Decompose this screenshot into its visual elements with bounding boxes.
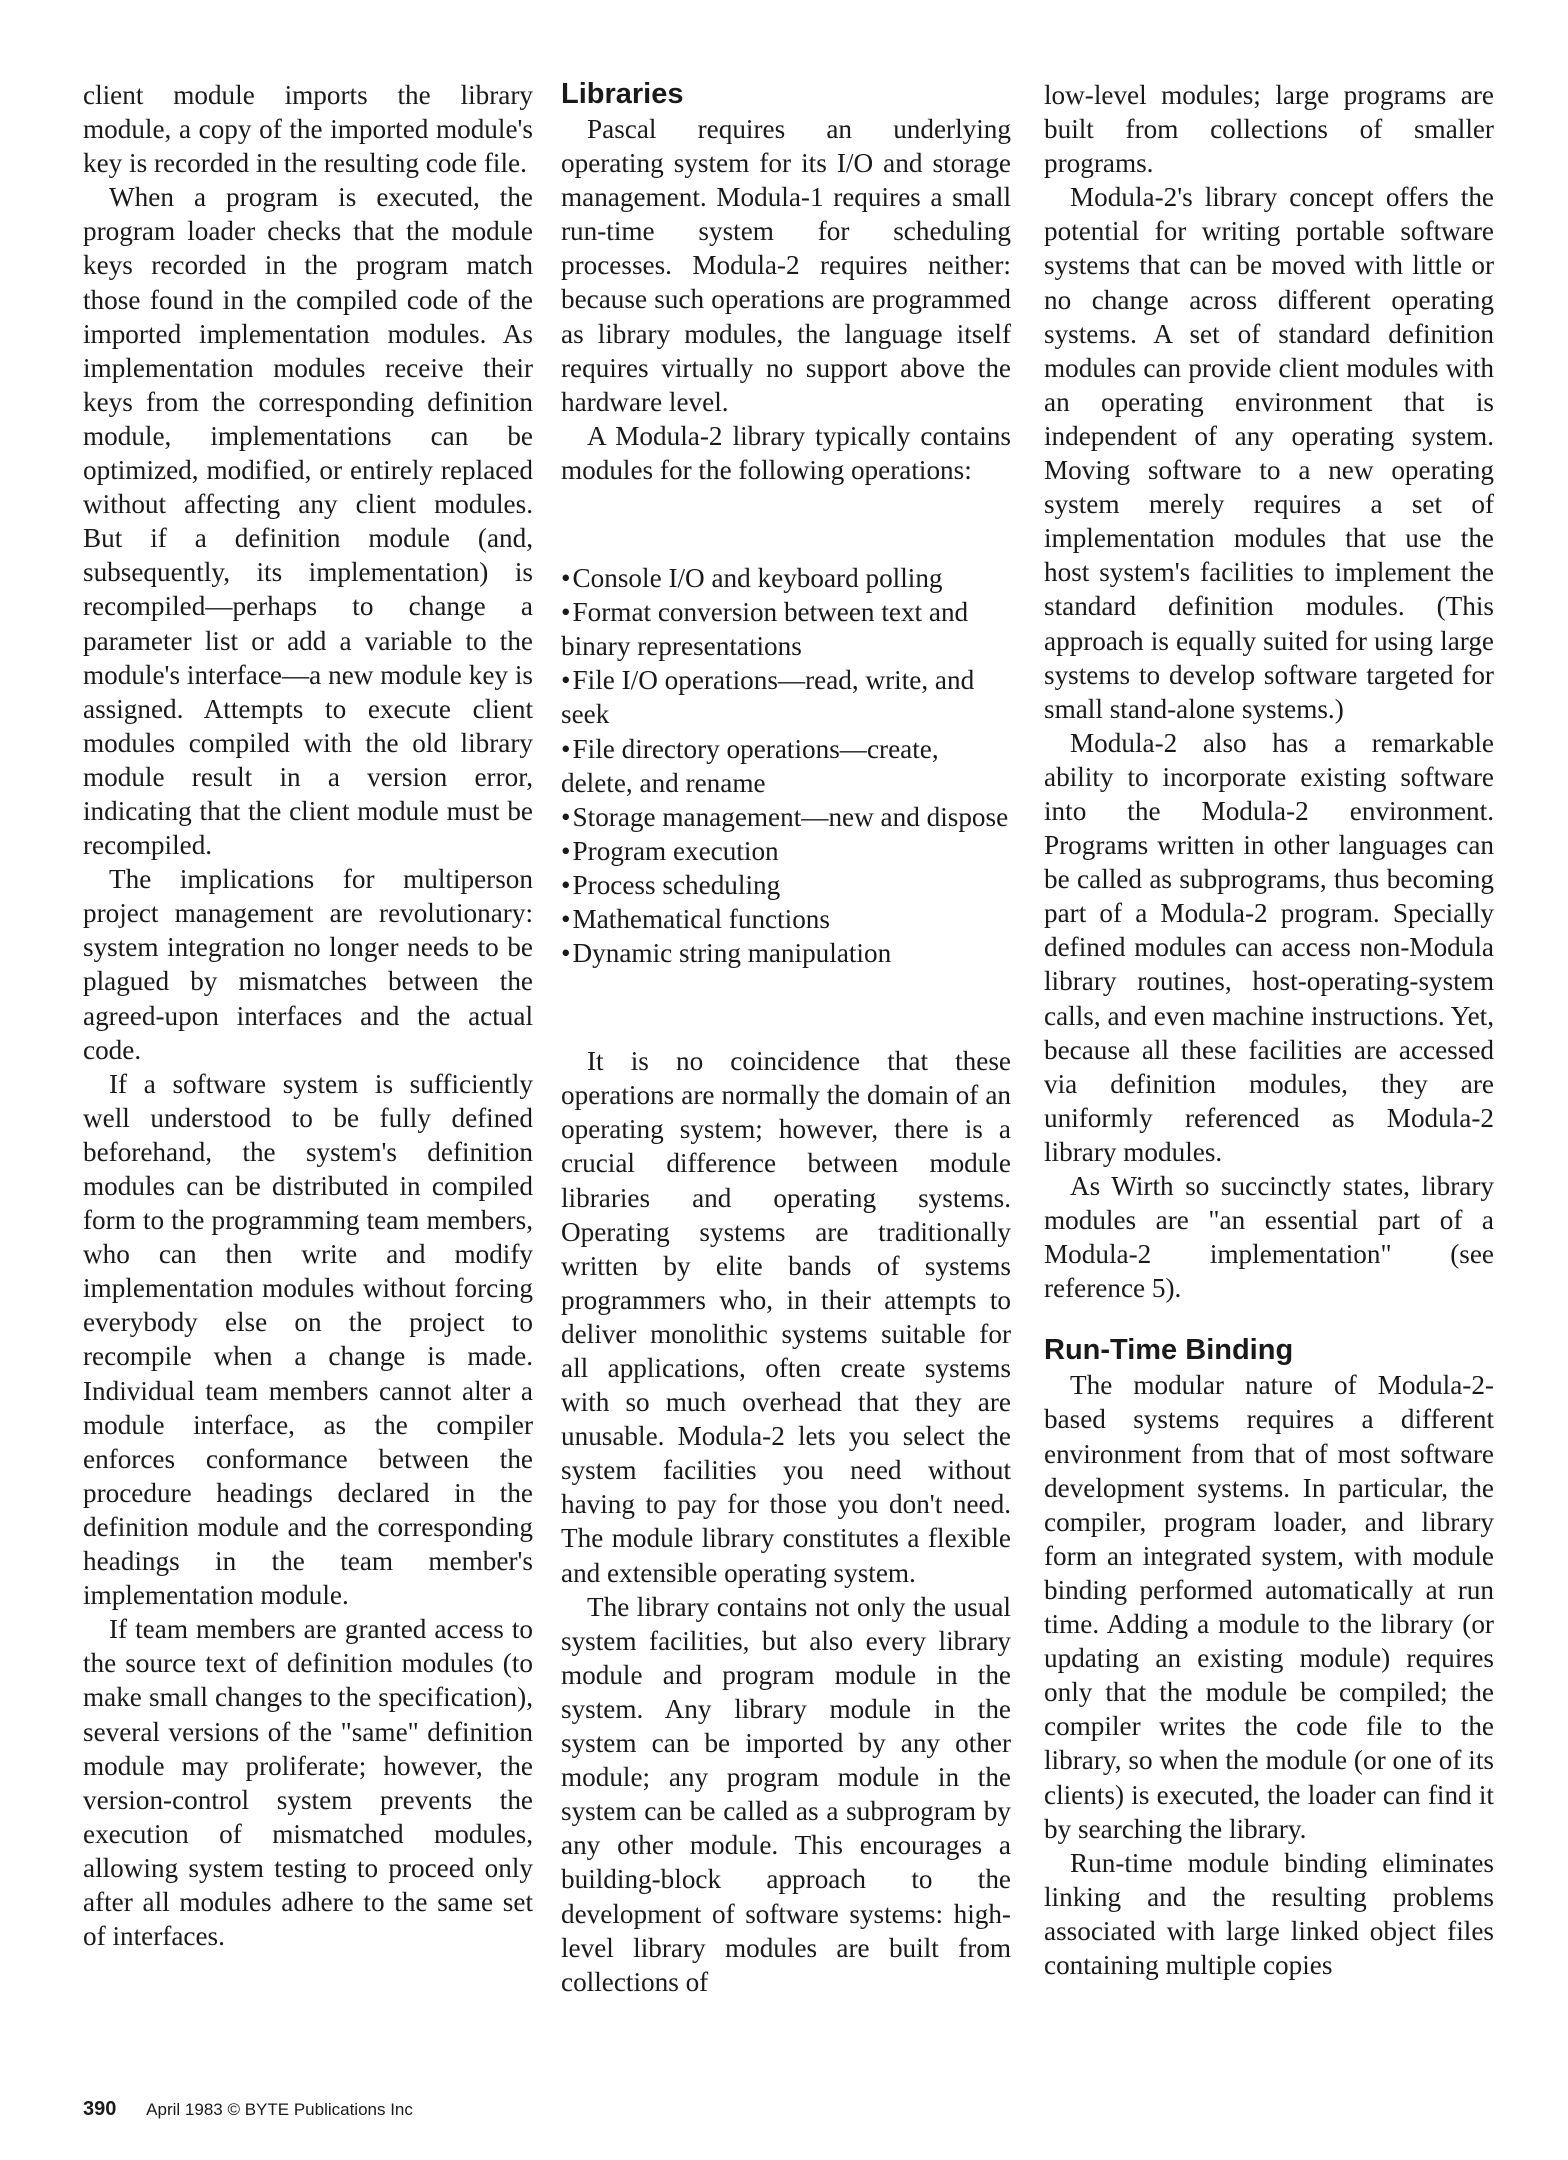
issue-credit: April 1983 © BYTE Publications Inc: [146, 2100, 413, 2119]
paragraph: client module imports the library module, a copy of the imported module's key is recorded in the resulting code file.: [83, 80, 533, 179]
section-heading-run-time-binding: Run-Time Binding: [1044, 1334, 1294, 1367]
list-item: • Program execution: [561, 834, 1011, 868]
paragraph: It is no coincidence that these operations are normally the domain of an operating system; however, there is a crucial difference between module libraries and operating systems. Operating systems are traditionally written by elite bands of systems programmers who, in their attempts to deliver monolithic systems suitable for all applications, often create systems with so much overhead that they are unusable. Modula-2 lets you select the system facilities you need without having to pay for those you don't need. The module library constitutes a flexible and extensible operating system.: [561, 1046, 1011, 1588]
paragraph: If a software system is sufficiently well understood to be fully defined beforehand, the system's definition modules can be distributed in compiled form to the programming team members, who can then write and modify implementation modules without forcing everybody else on the project to recompile when a change is made. Individual team members cannot alter a module interface, as the compiler enforces conformance between the procedure headings declared in the definition module and the corresponding headings in the team member's implementation module.: [83, 1068, 533, 1611]
paragraph: If team members are granted access to the source text of definition modules (to make small changes to the specification), several versions of the "same" definition module may proliferate; however, the version-control system prevents the execution of mismatched modules, allowing system testing to proceed only after all modules adhere to the same set of interfaces.: [83, 1614, 533, 1952]
list-item: • File I/O operations—read, write, and seek: [561, 663, 1011, 731]
paragraph: Pascal requires an underlying operating system for its I/O and storage management. Modula-1 requires a small run-time system for scheduling processes. Modula-2 requires neither: because such operations are programmed as library modules, the language itself requires virtually no support above the hardware level.: [561, 114, 1011, 417]
paragraph: A Modula-2 library typically contains modules for the following operations:: [561, 420, 1011, 485]
list-item: • Mathematical functions: [561, 902, 1011, 936]
paragraph: When a program is executed, the program loader checks that the module keys recorded in the program match those found in the compiled code of the imported implementation modules. As implementation modules receive their keys from the corresponding definition module, implementations can be optimized, modified, or entirely replaced without affecting any client modules. But if a definition module (and, subsequently, its implementation) is recompiled—perhaps to change a parameter list or add a variable to the module's interface—a new module key is assigned. Attempts to execute client modules compiled with the old library module result in a version error, indicating that the client module must be recompiled.: [83, 182, 533, 861]
paragraph: low-level modules; large programs are built from collections of smaller programs.: [1044, 80, 1494, 179]
list-item: • Storage management—new and dispose: [561, 800, 1011, 834]
operations-list: [561, 561, 1011, 970]
list-item: • Console I/O and keyboard polling: [561, 561, 1011, 595]
list-item: • File directory operations—create, delete, and rename: [561, 732, 1011, 800]
page-number: 390: [83, 2098, 117, 2120]
paragraph: The library contains not only the usual system facilities, but also every library module and program module in the system. Any library module in the system can be imported by any other module; any program module in the system can be called as a subprogram by any other module. This encourages a building-block approach to the development of software systems: high-level library modules are built from collections of: [561, 1591, 1011, 1997]
list-item: • Format conversion between text and binary representations: [561, 595, 1011, 663]
column-middle: [561, 112, 1011, 1999]
paragraph: Modula-2's library concept offers the potential for writing portable software systems that can be moved with little or no change across different operating systems. A set of standard definition modules can provide client modules with an operating environment that is independent of any operating system. Moving software to a new operating system merely requires a set of implementation modules that use the host system's facilities to implement the standard definition modules. (This approach is equally suited for using large systems to develop software targeted for small stand-alone systems.): [1044, 182, 1494, 724]
paragraph: The modular nature of Modula-2-based systems requires a different environment from that of most software development systems. In particular, the compiler, program loader, and library form an integrated system, with module binding performed automatically at run time. Adding a module to the library (or updating an existing module) requires only that the module be compiled; the compiler writes the code file to the library, so when the module (or one of its clients) is executed, the loader can find it by searching the library.: [1044, 1370, 1494, 1844]
list-item: • Dynamic string manipulation: [561, 936, 1011, 970]
list-item: • Process scheduling: [561, 868, 1011, 902]
column-left: [83, 78, 533, 1953]
paragraph: Run-time module binding eliminates linking and the resulting problems associated with large linked object files containing multiple copies: [1044, 1847, 1494, 1980]
section-heading-libraries: Libraries: [561, 78, 684, 110]
page-footer: [83, 2098, 413, 2121]
paragraph: The implications for multiperson project management are revolutionary: system integration no longer needs to be plagued by mismatches between the agreed-upon interfaces and the actual code.: [83, 864, 533, 1065]
paragraph: As Wirth so succinctly states, library modules are "an essential part of a Modula-2 implementation" (see reference 5).: [1044, 1171, 1494, 1304]
column-right: [1044, 78, 1494, 1982]
paragraph: Modula-2 also has a remarkable ability to incorporate existing software into the Modula-2 environment. Programs written in other languages can be called as subprograms, thus becoming part of a Modula-2 program. Specially defined modules can access non-Modula library routines, host-operating-system calls, and even machine instructions. Yet, because all these facilities are accessed via definition modules, they are uniformly referenced as Modula-2 library modules.: [1044, 727, 1494, 1167]
